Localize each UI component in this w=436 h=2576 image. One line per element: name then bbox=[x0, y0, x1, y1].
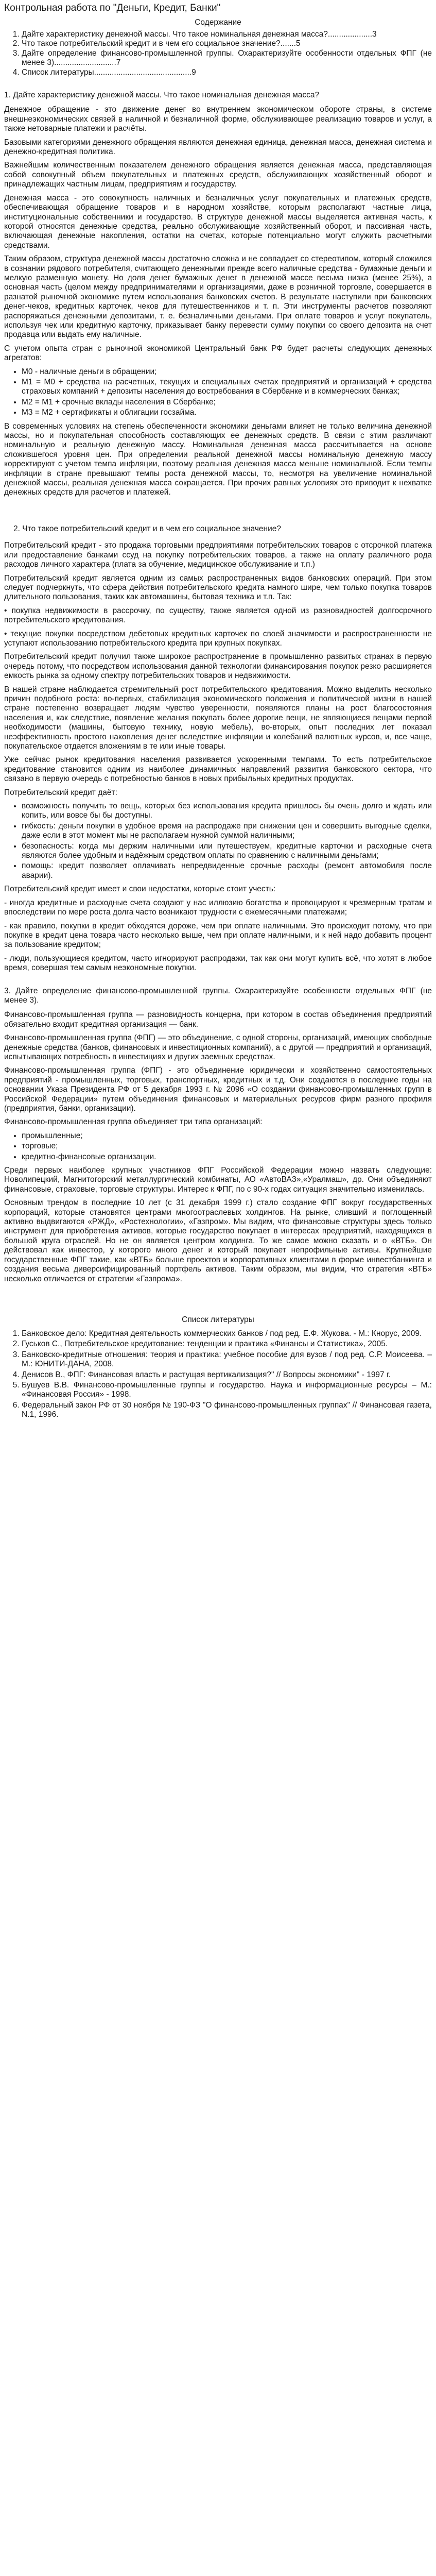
list-item: 5. Бушуев В.В. Финансово-промышленные группы и государство. Наука и информационные ресурсы – М.: «Финансовая Россия» - 1998. bbox=[22, 1381, 432, 1400]
paragraph: С учетом опыта стран с рыночной экономикой Центральный банк РФ будет расчеты следующих денежных агрегатов: bbox=[4, 344, 432, 363]
paragraph: Важнейшим количественным показателем денежного обращения является денежная масса, представляющая собой совокупный объем покупательных и платежных средств, обслуживающих хозяйственный оборот и принадлежащих частным лицам, предприятиям и государству. bbox=[4, 161, 432, 189]
toc-item[interactable]: 1. Дайте характеристику денежной массы. Что такое номинальная денежная масса?....................3 bbox=[22, 30, 432, 39]
aggregate-list bbox=[4, 367, 432, 418]
section-heading: 3. Дайте определение финансово-промышленной группы. Охарактеризуйте особенности отдельных ФПГ (не менее 3). bbox=[4, 986, 432, 1005]
toc-list bbox=[4, 30, 432, 77]
bibliography bbox=[4, 1315, 432, 1420]
toc-item[interactable]: 4. Список литературы............................................9 bbox=[22, 68, 432, 77]
section-consumer-credit bbox=[4, 524, 432, 973]
list-item: • М3 = М2 + сертификаты и облигации госзайма. bbox=[22, 408, 432, 417]
section-heading: 2. Что такое потребительский кредит и в чем его социальное значение? bbox=[13, 524, 281, 533]
paragraph: Потребительский кредит - это продажа торговыми предприятиями потребительских товаров с отсрочкой платежа или предоставление банками ссуд на покупку потребительских товаров, а также на оплату различного рода расходов личного характера (плата за обучение, медицинское обслуживание и т.п.) bbox=[4, 541, 432, 569]
paragraph: Финансово-промышленная группа (ФПГ) — это объединение, с одной стороны, организаций, имеющих свободные денежные средства (банков, финансовых и инвестиционных компаний), а с другой — предприятий и организаций, испытывающих потребность в инвестициях и других заемных средствах. bbox=[4, 1033, 432, 1061]
paragraph: - как правило, покупки в кредит обходятся дороже, чем при оплате наличными. Это происходит потому, что при покупке в кредит цена товара часто несколько выше, чем при оплате наличными, и к ней надо добавить процент за пользование кредитом; bbox=[4, 921, 432, 950]
list-item: • торговые; bbox=[22, 1142, 432, 1151]
paragraph: Денежная масса - это совокупность наличных и безналичных услуг покупательных и платежных средств, обеспечивающая обращение товаров и в народном хозяйстве, которым располагают частные лица, институциональные собственники и государство. В структуре денежной массы выделяется активная часть, к которой относятся денежные средства, реально обслуживающие хозяйственный оборот, и пассивная часть, включающая денежные накопления, остатки на счетах, которые потенциально могут служить расчетными средствами. bbox=[4, 193, 432, 250]
list-item: • гибкость: деньги покупки в удобное время на распродаже при снижении цен и совершить выгодные сделки, даже если в этот момент мы не располагаем нужной суммой наличными; bbox=[22, 822, 432, 841]
paragraph: - иногда кредитные и расходные счета создают у нас иллюзию богатства и провоцируют к чрезмерным тратам и впоследствии по мере роста долга часто возникают трудности с ежемесячными платежами; bbox=[4, 898, 432, 917]
list-item: 4. Денисов В., ФПГ: Финансовая власть и растущая вертикализация?" // Вопросы экономики" - 1997 г. bbox=[22, 1370, 432, 1380]
paragraph: Базовыми категориями денежного обращения являются денежная единица, денежная масса, денежная система и денежно-кредитная политика. bbox=[4, 138, 432, 157]
list-item: 1. Банковское дело: Кредитная деятельность коммерческих банков / под ред. Е.Ф. Жукова. - М.: Кнорус, 2009. bbox=[22, 1329, 432, 1338]
paragraph: Денежное обращение - это движение денег во внутреннем экономическом обороте страны, в системе внешнеэкономических связей в наличной и безналичной форме, обслуживающее реализацию товаров и услуг, а также нетоварные платежи и расчёты. bbox=[4, 105, 432, 133]
paragraph: Финансово-промышленная группа — разновидность концерна, при котором в состав объединения предприятий обязательно входит кредитная организация — банк. bbox=[4, 1010, 432, 1029]
list-item: • М1 = М0 + средства на расчетных, текущих и специальных счетах предприятий и организаций + средства страховых компаний + депозиты населения до востребования в Сбербанке и в коммерческих банках; bbox=[22, 378, 432, 397]
bibliography-list bbox=[4, 1329, 432, 1420]
list-item: • М2 = М1 + срочные вклады населения в Сбербанке; bbox=[22, 398, 432, 407]
paragraph: Потребительский кредит имеет и свои недостатки, которые стоит учесть: bbox=[4, 885, 276, 894]
section-fig bbox=[4, 987, 432, 1284]
paragraph: Таким образом, структура денежной массы достаточно сложна и не совпадает со стереотипом, который сложился в сознании рядового потребителя, считающего денежными прежде всего наличные средства - бумажные деньги и мелкую разменную монету. Но доля денег бумажных денег в денежной массе весьма низка (менее 25%), а основная часть (целом между предпринимателями и организациями, даже в розничной торговле, совершается в разнатой рыночной экономике путем использования банковских счетов. В результате наступили при банковских денег-чеков, кредитных карточек, чеков для путешественников и т. п. Эти инструменты расчетов позволяют распоряжаться денежными депозитами, т. е. безналичными деньгами. При оплате товаров и услуг покупатель, используя чек или кредитную карточку, приказывает банку перевести сумму покупки со своего депозита на счет продавца или выдать ему наличные. bbox=[4, 255, 432, 340]
paragraph: Среди первых наиболее крупных участников ФПГ Российской Федерации можно назвать следующие: Новолипецкий, Магнитогорский металлургический комбинаты, АО «АвтоВАЗ»,«Уралмаш», др. Они объединяют финансовые, страховые, торговые структуры. Интерес к ФПГ, по с 90-х годах ситуация значительно изменилась. bbox=[4, 1166, 432, 1194]
table-of-contents bbox=[4, 18, 432, 77]
list-item: • кредитно-финансовые организации. bbox=[22, 1153, 432, 1162]
paragraph: Уже сейчас рынок кредитования населения развивается ускоренными темпами. То есть потребительское кредитование становится одним из наиболее динамичных направлений развития банковского сектора, что связано в первую очередь с потребностью банков в новых прибыльных кредитных продуктах. bbox=[4, 755, 432, 784]
list-item: 6. Федеральный закон РФ от 30 ноября № 190-ФЗ "О финансово-промышленных группах" // Финансовая газета, N.1, 1996. bbox=[22, 1401, 432, 1420]
list-item: • безопасность: когда мы держим наличными или путешествуем, кредитные карточки и расходные счета являются более удобным и надёжным средством оплаты по сравнению с наличными деньгами; bbox=[22, 842, 432, 861]
types-list bbox=[4, 1131, 432, 1162]
paragraph: Потребительский кредит даёт: bbox=[4, 788, 117, 797]
paragraph: Финансово-промышленная группа (ФПГ) - это объединение юридически и хозяйственно самостоятельных предприятий - промышленных, торговых, транспортных, кредитных и т.д. Они создаются в последние годы на основании Указа Президента РФ от 5 декабря 1993 г. № 2096 «О создании финансово-промышленных групп в Российской Федерации» путем объединения финансовых и материальных ресурсов фирм разного профиля (предприятия, банки, организации). bbox=[4, 1066, 432, 1113]
toc-heading: Содержание bbox=[195, 18, 241, 27]
bibliography-heading: Список литературы bbox=[182, 1315, 254, 1324]
paragraph: В нашей стране наблюдается стремительный рост потребительского кредитования. Можно выделить несколько причин подобного роста: во-первых, стабилизация экономического положения и политической жизни в нашей стране постепенно возвращает людям чувство уверенности, появляются планы на рост благосостояния населения и, как следствие, появление желания покупать более дорогие вещи, не являющиеся вещами первой необходимости (машины, бытовую технику, новую мебель), во-вторых, опыт последних лет показал неэффективность простого накопления денег вследствие инфляции и колебаний валютных курсов, и, все чаще, покупательское отдается вложениям в те или иные товары. bbox=[4, 685, 432, 751]
paragraph: • покупка недвижимости в рассрочку, по существу, также является одной из разновидностей долгосрочного потребительского кредитования. bbox=[4, 606, 432, 625]
list-item: • возможность получить то вещь, которых без использования кредита пришлось бы очень долго и ждать или копить, или вовсе бы бы доступны. bbox=[22, 802, 432, 821]
list-item: • М0 - наличные деньги в обращении; bbox=[22, 367, 432, 377]
page-title: Контрольная работа по "Деньги, Кредит, Банки" bbox=[4, 3, 221, 13]
list-item: • промышленные; bbox=[22, 1131, 432, 1141]
toc-item[interactable]: 2. Что такое потребительский кредит и в чем его социальное значение?.......5 bbox=[22, 39, 432, 48]
section-money-supply bbox=[4, 91, 432, 498]
toc-item[interactable]: 3. Дайте определение финансово-промышленной группы. Охарактеризуйте особенности отдельных ФПГ (не менее 3)............................7 bbox=[22, 49, 432, 68]
benefits-list bbox=[4, 802, 432, 880]
list-item: 2. Гуськов С., Потребительское кредитование: тенденции и практика «Финансы и Статистика», 2005. bbox=[22, 1340, 432, 1349]
paragraph: • текущие покупки посредством дебетовых кредитных карточек по своей значимости и распространенности не уступают использованию потребительского кредита при крупных покупках. bbox=[4, 629, 432, 648]
paragraph: Финансово-промышленная группа объединяет три типа организаций: bbox=[4, 1117, 263, 1127]
list-item: • помощь: кредит позволяет оплачивать непредвиденные срочные расходы (ремонт автомобиля после аварии). bbox=[22, 861, 432, 880]
paragraph: Основным трендом в последние 10 лет (с 31 декабря 1999 г.) стало создание ФПГ вокруг государственных корпораций, которые становятся центрами многоотраслевых холдингов. На рынке, сливший и поглощенный активно выдвигаются «РЖД», «Ростехнологии», «Газпром». Мы видим, что финансовые структуры здесь только инструмент для приобретения активов, которые государство покупает в интересах предприятий, находящихся в большой круга отраслей. Но не он является центром холдинга. То же самое можно сказать и о «ВТБ». Он действовал как инвестор, у которого много денег и который покупает непрофильные активы. Крупнейшие государственные ФПГ такие, как «ВТБ» больше проектов и корпоративных клиентами в форме инвестбанкинга и создания весьма диверсифицированный портфель активов. Таким образом, мы видим, что стратегия «ВТБ» несколько отличается от стратегии «Газпрома». bbox=[4, 1198, 432, 1283]
list-item: 3. Банковско-кредитные отношения: теория и практика: учебное пособие для вузов / под ред. С.Р. Моисеева. – М.: ЮНИТИ-ДАНА, 2008. bbox=[22, 1350, 432, 1369]
paragraph: Потребительский кредит получил также широкое распространение в промышленно развитых странах в первую очередь потому, что посредством использования данной технологии финансирования покупок резко расширяется емкость рынка за одному спектру потребительских товаров и недвижимости. bbox=[4, 652, 432, 681]
section-heading: 1. Дайте характеристику денежной массы. Что такое номинальная денежная масса? bbox=[4, 91, 320, 100]
paragraph: Потребительский кредит является одним из самых распространенных видов банковских операций. При этом следует подчеркнуть, что сфера действия потребительского кредита намного шире, чем только покупка товаров длительного пользования, таких как автомашины, бытовая техника и т.п. Так: bbox=[4, 573, 432, 602]
paragraph: В современных условиях на степень обеспеченности экономики деньгами влияет не только величина денежной массы, но и покупательная способность составляющих ее денежных средств. В связи с этим различают номинальную и реальную денежную массу. Номинальная денежная масса рассчитывается на основе сложившегося уровня цен. При определении реальной денежной массы номинальную денежную массу корректируют с учетом темпа инфляции, поэтому реальная денежная масса меньше номинальной. Если темпы инфляции в стране превышают темпы роста денежной массы, то, несмотря на увеличение номинальной денежной массы, реальная денежная масса сокращается. При прочих равных условиях это приводит к нехватке денежных средств для расчетов и платежей. bbox=[4, 421, 432, 497]
paragraph: - люди, пользующиеся кредитом, часто игнорируют распродажи, так как они могут купить всё, что хотят в любое время, совершая тем самым неэкономные покупки. bbox=[4, 954, 432, 973]
